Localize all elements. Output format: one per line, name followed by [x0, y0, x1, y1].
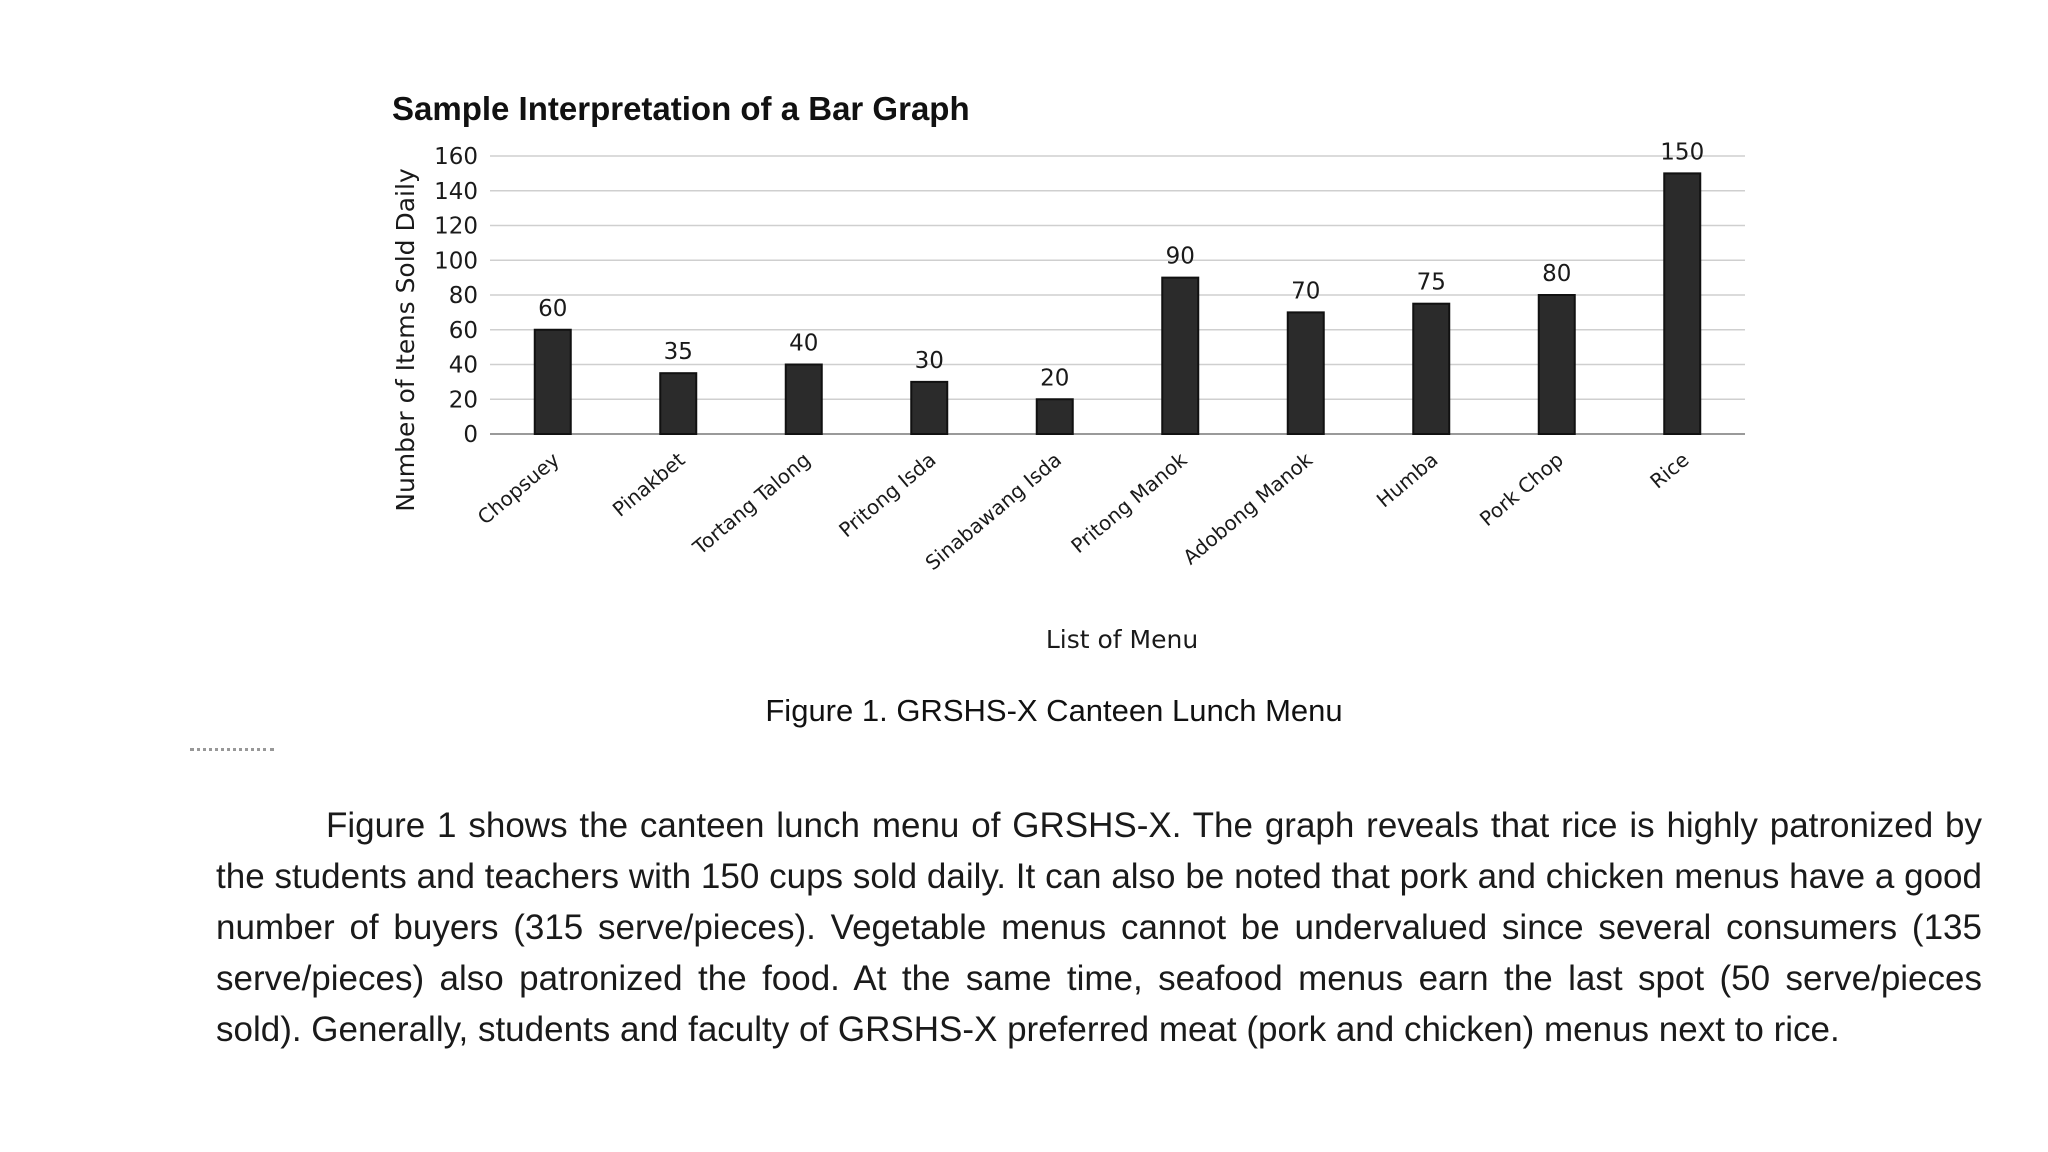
data-label: 60 — [538, 295, 568, 322]
bar-chopsuey — [535, 330, 571, 434]
data-label: 90 — [1165, 243, 1195, 270]
y-tick-label: 100 — [434, 248, 478, 275]
bar-pritong-manok — [1162, 278, 1198, 434]
bar-pork-chop — [1539, 295, 1575, 434]
interpretation-paragraph: Figure 1 shows the canteen lunch menu of GRSHS-X. The graph reveals that rice is highly patronized by the students and teachers with 150 cups sold daily. It can also be noted that pork and chicken menus have a good number of buyers (315 serve/pieces). Vegetable menus cannot be undervalued since several consumers (135 serve/pieces) also patronized the food. At the same time, seafood menus earn the last spot (50 serve/pieces sold). Generally, students and faculty of GRSHS-X preferred meat (pork and chicken) menus next to rice. — [216, 806, 1982, 1049]
y-tick-label: 80 — [448, 283, 478, 309]
bar-pritong-isda — [911, 382, 947, 434]
category-labels — [473, 447, 1694, 575]
data-label: 80 — [1542, 261, 1572, 287]
y-axis-label: Number of Items Sold Daily — [391, 168, 420, 512]
category-label: Chopsuey — [472, 447, 564, 530]
category-label: Pritong Manok — [1066, 447, 1192, 558]
category-label: Pork Chop — [1474, 447, 1568, 531]
bar-humba — [1413, 304, 1449, 434]
category-label: Humba — [1371, 447, 1443, 513]
y-axis-ticks — [434, 144, 478, 448]
data-labels — [538, 139, 1704, 391]
bars — [535, 173, 1701, 434]
y-tick-label: 40 — [448, 352, 478, 379]
bar-rice — [1664, 173, 1700, 434]
y-tick-label: 0 — [463, 422, 478, 448]
stray-scan-mark — [190, 748, 274, 761]
y-tick-label: 160 — [434, 144, 478, 170]
figure-caption: Figure 1. GRSHS-X Canteen Lunch Menu — [765, 693, 1343, 728]
category-label: Pritong Isda — [834, 447, 941, 543]
chart-title: Sample Interpretation of a Bar Graph — [392, 90, 970, 127]
category-label: Sinabawang Isda — [920, 447, 1066, 575]
y-tick-label: 20 — [448, 387, 478, 414]
category-label: Adobong Manok — [1178, 447, 1317, 570]
category-label: Tortang Talong — [688, 447, 815, 560]
category-label: Rice — [1645, 447, 1694, 494]
data-label: 70 — [1291, 278, 1321, 305]
data-label: 75 — [1416, 269, 1446, 296]
bar-adobong-manok — [1288, 312, 1324, 434]
data-label: 30 — [914, 347, 944, 374]
y-tick-label: 60 — [448, 317, 478, 344]
bar-tortang-talong — [786, 365, 822, 435]
y-tick-label: 140 — [434, 178, 478, 205]
x-axis-label: List of Menu — [1045, 625, 1199, 654]
bar-pinakbet — [660, 373, 696, 434]
data-label: 20 — [1040, 365, 1070, 392]
data-label: 35 — [663, 339, 693, 366]
y-tick-label: 120 — [434, 213, 478, 240]
bar-sinabawang-isda — [1037, 399, 1073, 434]
category-label: Pinakbet — [607, 447, 690, 522]
data-label: 150 — [1660, 139, 1705, 166]
data-label: 40 — [789, 330, 819, 357]
